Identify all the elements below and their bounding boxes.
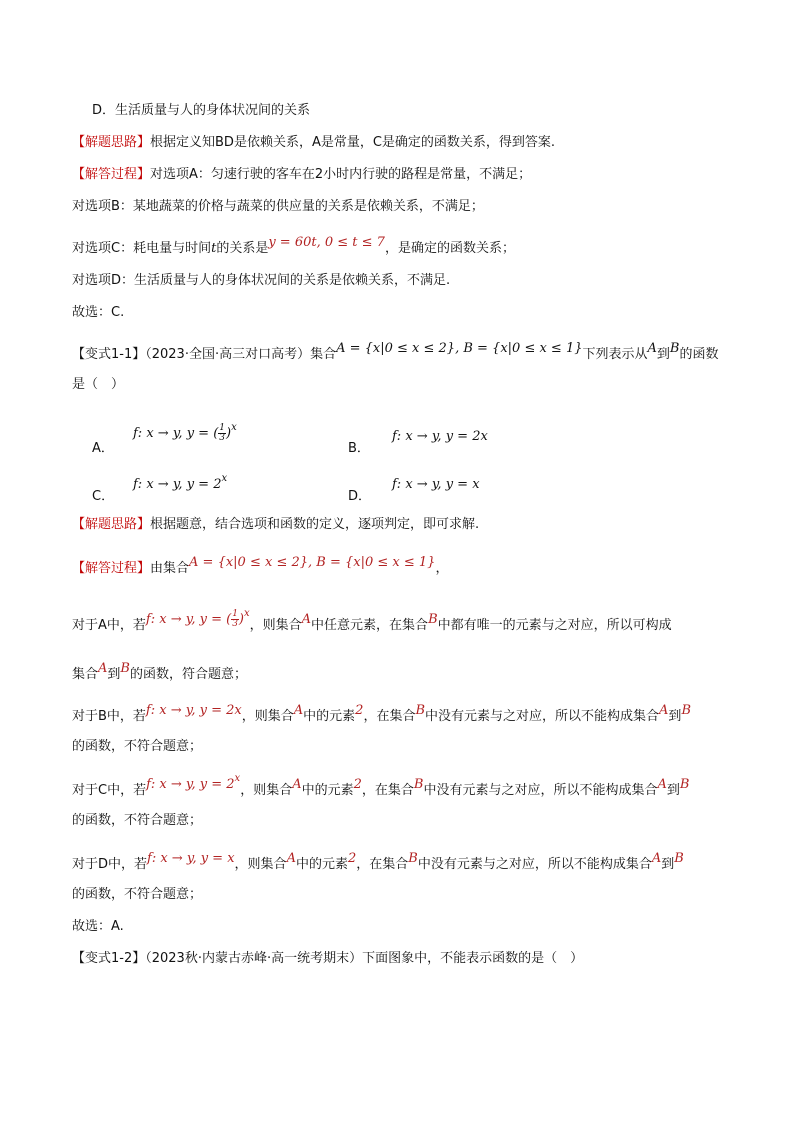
item-a-post2: 中都有唯一的元素与之对应，所以可构成 [437,618,672,633]
item-c-var4: B [679,777,690,792]
process-c-var: t [211,241,217,256]
item-d-line1 [72,851,684,874]
item-d-var4: B [674,851,684,866]
variant-1-sets: A = {x|0 ≤ x ≤ 2}, B = {x|0 ≤ x ≤ 1} [336,341,583,356]
item-c-mid: ，则集合 [240,783,293,798]
variant-1-tail: 的函数 [679,347,719,362]
item-c-line2: 的函数，不符合题意； [72,813,203,828]
item-a-num: 1 [232,609,238,619]
item-d-post2: 中没有元素与之对应，所以不能构成集合 [417,857,652,872]
variant-1-var-b: B [669,341,680,356]
item-a-line1 [72,608,672,636]
item-a-formula [145,608,250,629]
variant-1-header [72,341,719,364]
item-b-post2: 中没有元素与之对应，所以不能构成集合 [425,709,660,724]
process-line-a [72,166,531,184]
process-c-formula: y = 60t, 0 ≤ t ≤ 7 [268,235,385,250]
variant-1-mid: 下列表示从 [582,347,648,362]
item-b-var3: A [659,703,669,718]
variant-1-tag: 【变式1-1】 [72,347,146,362]
item-d-post: ，在集合 [356,857,409,872]
item-c-var2: B [413,777,424,792]
item-a-fraction [231,610,239,629]
option-b-formula: f: x → y, y = 2x [392,429,488,444]
process-c-mid: 的关系是 [216,241,269,256]
process-c-post: ，是确定的函数关系； [384,241,515,256]
option-a-formula-text: f: x → y, y = ( [133,426,219,441]
variant-2-header [72,950,583,968]
process-line-c [72,235,515,258]
item-d-line2: 的函数，不符合题意； [72,887,203,902]
item-b-mid: ，则集合 [241,709,294,724]
process-a-text: 对选项A：匀速行驶的客车在2小时内行驶的路程是常量，不满足； [150,167,532,182]
item-d-var3: A [651,851,662,866]
option-c-exp: x [221,473,228,484]
item-d-var2: B [408,851,418,866]
variant-1-analysis-text: 根据题意，结合选项和函数的定义，逐项判定，即可求解. [150,517,480,532]
option-a-exp: x [231,422,237,433]
variant-2-question: 下面图象中，不能表示函数的是（ ） [362,951,584,966]
item-c-exp: x [234,773,241,784]
answer-variant-1: 故选：A. [72,919,124,934]
item-a-line2 [72,661,247,684]
item-b-post: ，在集合 [363,709,416,724]
process-line-d: 对选项D：生活质量与人的身体状况间的关系是依赖关系，不满足. [72,273,451,288]
item-d-pre: 对于D中，若 [72,857,148,872]
option-a-label: A． [92,441,114,456]
option-b-label: B． [348,441,370,456]
item-b-line1 [72,703,691,726]
variant-1-line2: 是（ ） [72,377,125,392]
option-a-den: 3 [219,433,226,443]
item-a-line2-to: 到 [107,667,121,682]
item-b-el: 2 [355,703,364,718]
variant-1-to: 到 [656,347,670,362]
item-b-line2: 的函数，不符合题意； [72,739,203,754]
item-c-el: 2 [353,777,362,792]
item-a-var: A [301,612,312,627]
analysis-text: 根据定义知BD是依赖关系，A是常量，C是确定的函数关系，得到答案. [150,135,556,150]
item-c-to: 到 [666,783,680,798]
item-c-var: A [292,777,302,792]
item-d-el-pre: 中的元素 [295,857,348,872]
item-c-post2: 中没有元素与之对应，所以不能构成集合 [423,783,658,798]
item-c-var3: A [657,777,667,792]
item-a-line2-post: 的函数，符合题意； [129,667,247,682]
analysis-line [72,134,555,152]
item-d-mid: ，则集合 [234,857,287,872]
variant-2-tag: 【变式1-2】 [72,951,146,966]
option-c-label: C． [92,489,115,504]
item-b-var4: B [681,703,691,718]
variant-1-source: （2023·全国·高三对口高考）集合 [145,347,337,362]
item-a-post: 中任意元素，在集合 [311,618,429,633]
option-d-formula: f: x → y, y = x [392,477,480,492]
variant-1-process-sets: A = {x|0 ≤ x ≤ 2}, B = {x|0 ≤ x ≤ 1} [189,555,436,570]
item-b-formula: f: x → y, y = 2x [145,703,242,718]
variant-1-process-tag: 【解答过程】 [72,561,151,576]
item-a-var2: B [428,612,438,627]
item-c-line1 [72,773,690,801]
item-a-den: 3 [232,619,238,629]
item-a-line2-b: B [120,661,130,676]
variant-1-analysis [72,516,479,534]
item-a-close: ) [238,612,244,627]
option-a-num: 1 [219,423,226,433]
item-b-pre: 对于B中，若 [72,709,146,724]
process-c-pre: 对选项C：耗电量与时间 [72,241,212,256]
item-c-post: ，在集合 [361,783,414,798]
item-b-var: A [293,703,304,718]
option-d-label: D． [348,489,372,504]
option-c-formula [133,473,228,495]
option-a-formula [133,424,237,444]
item-d-el: 2 [347,851,357,866]
item-d-formula: f: x → y, y = x [147,851,235,866]
process-line-b: 对选项B：某地蔬菜的价格与蔬菜的供应量的关系是依赖关系，不满足； [72,199,484,214]
variant-1-process-intro: 由集合 [150,561,190,576]
item-b-to: 到 [668,709,682,724]
item-c-pre: 对于C中，若 [72,783,147,798]
option-c-formula-text: f: x → y, y = 2 [133,477,222,492]
variant-2-source: （2023秋·内蒙古赤峰·高一统考期末） [145,951,363,966]
process-tag: 【解答过程】 [72,167,151,182]
option-d-text: D．生活质量与人的身体状况间的关系 [92,103,311,118]
item-a-formula-text: f: x → y, y = ( [145,612,232,627]
analysis-tag: 【解题思路】 [72,135,151,150]
item-b-var2: B [415,703,426,718]
option-a-close: ) [226,426,232,441]
variant-1-var-a: A [647,341,657,356]
item-c-formula-text: f: x → y, y = 2 [146,777,235,792]
item-a-exp: x [244,608,250,619]
item-a-pre: 对于A中，若 [72,618,146,633]
item-a-mid: ，则集合 [249,618,302,633]
item-b-el-pre: 中的元素 [303,709,356,724]
item-a-line2-a: A [98,661,108,676]
variant-1-analysis-tag: 【解题思路】 [72,517,151,532]
item-d-to: 到 [661,857,675,872]
option-a-fraction [218,424,226,443]
answer-prev: 故选：C. [72,305,125,320]
variant-1-process-comma: ， [435,561,449,576]
item-c-el-pre: 中的元素 [301,783,354,798]
item-a-line2-pre: 集合 [72,667,99,682]
variant-1-process [72,555,449,578]
item-c-formula [146,773,241,792]
item-d-var: A [286,851,296,866]
